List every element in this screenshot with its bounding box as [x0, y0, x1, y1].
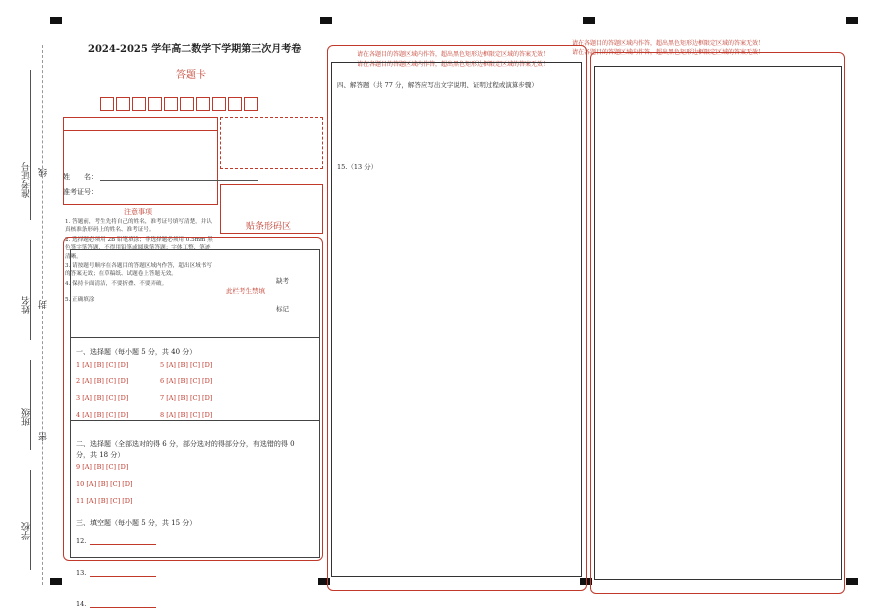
note-item: 4. 保持卡面清洁，不要折叠、不要弄破。: [65, 280, 168, 287]
question-6-options[interactable]: 6 [A] [B] [C] [D]: [160, 377, 213, 385]
side-school-line: [30, 470, 31, 570]
digit-box[interactable]: [244, 97, 258, 111]
absent-text: 此栏考生禁填: [226, 287, 265, 295]
question-2-options[interactable]: 2 [A] [B] [C] [D]: [76, 377, 129, 385]
exam-no-label: 准考证号：: [63, 188, 98, 196]
middle-warning-repeat: 请在各题目的答题区域内作答，超出黑色矩形边框限定区域的答案无效！: [357, 61, 550, 68]
registration-mark: [320, 17, 332, 24]
question-5-options[interactable]: 5 [A] [B] [C] [D]: [160, 361, 213, 369]
page-title: 2024-2025 学年高二数学下学期第三次月考卷: [88, 44, 302, 55]
registration-mark: [50, 17, 62, 24]
side-exam-no-line: [30, 70, 31, 220]
question-11-options[interactable]: 11 [A] [B] [C] [D]: [76, 497, 133, 505]
binding-line: [42, 45, 43, 585]
question-12-label: 12.: [76, 537, 87, 545]
photo-area: [220, 117, 323, 169]
question-1-options[interactable]: 1 [A] [B] [C] [D]: [76, 361, 129, 369]
section3-title: 三、填空题（每小题 5 分，共 15 分）: [76, 519, 197, 527]
digit-box[interactable]: [196, 97, 210, 111]
question-10-options[interactable]: 10 [A] [B] [C] [D]: [76, 480, 133, 488]
digit-box[interactable]: [180, 97, 194, 111]
page-subtitle: 答题卡: [176, 70, 206, 81]
question-7-options[interactable]: 7 [A] [B] [C] [D]: [160, 394, 213, 402]
side-school: 学校: [22, 522, 32, 540]
digit-box[interactable]: [164, 97, 178, 111]
digit-box[interactable]: [132, 97, 146, 111]
right-warning-top: 请在各题目的答题区域内作答，超出黑色矩形边框限定区域的答案无效！: [572, 40, 765, 47]
absent-mark-label: 标记: [276, 305, 289, 313]
side-name: 姓名: [22, 296, 32, 314]
registration-mark: [50, 578, 62, 585]
question-12: [76, 537, 156, 545]
note-item: 1. 答题前，考生先将自己的姓名，准考证号填写清楚，并认真核准条形码上的姓名、准考证号。: [65, 219, 212, 234]
section2-title-line2: 分，共 18 分）: [76, 451, 125, 459]
note-item: 5. 正确填涂: [65, 297, 95, 304]
question-13-label: 13.: [76, 569, 87, 577]
question-14-blank[interactable]: [90, 607, 156, 608]
side-class-line: [30, 360, 31, 450]
right-warning-repeat: 请在各题目的答题区域内作答，超出黑色矩形边框限定区域的答案无效！: [572, 49, 765, 56]
question-15-answer-area[interactable]: [337, 175, 575, 570]
digit-box[interactable]: [228, 97, 242, 111]
notes-title: 注意事项: [124, 208, 152, 216]
question-13: [76, 569, 156, 577]
name-field[interactable]: [100, 180, 258, 181]
side-dense-char: 密: [39, 432, 49, 441]
registration-mark: [846, 578, 858, 585]
registration-mark: [583, 17, 595, 24]
section1-title: 一、选择题（每小题 5 分，共 40 分）: [76, 348, 197, 356]
question-3-options[interactable]: 3 [A] [B] [C] [D]: [76, 394, 129, 402]
absent-label: 缺考: [276, 277, 289, 285]
digit-box[interactable]: [116, 97, 130, 111]
name-label: 姓 名：: [63, 173, 98, 181]
question-12-blank[interactable]: [90, 544, 156, 545]
info-box-header-line: [64, 130, 217, 131]
notes-frame: [70, 249, 320, 337]
barcode-label: 贴条形码区: [246, 222, 292, 232]
registration-mark: [846, 17, 858, 24]
digit-box[interactable]: [100, 97, 114, 111]
exam-number-boxes: [100, 97, 258, 111]
side-name-line: [30, 240, 31, 340]
section4-title: 四、解答题（共 77 分，解答应写出文字说明、证明过程或演算步骤）: [337, 81, 538, 89]
digit-box[interactable]: [148, 97, 162, 111]
question-14-label: 14.: [76, 600, 87, 608]
side-exam-no: 准考证号: [22, 162, 32, 198]
right-answer-frame[interactable]: [594, 66, 842, 580]
question-14: [76, 600, 156, 608]
question-8-options[interactable]: 8 [A] [B] [C] [D]: [160, 411, 213, 419]
middle-warning-top: 请在各题目的答题区域内作答，超出黑色矩形边框限定区域的答案无效！: [357, 51, 550, 58]
digit-box[interactable]: [212, 97, 226, 111]
question-4-options[interactable]: 4 [A] [B] [C] [D]: [76, 411, 129, 419]
side-class: 班级: [22, 408, 32, 426]
note-item: 2. 选择题必须用 2B 铅笔填涂；非选择题必须用 0.5mm 黑色签字笔答题，不得用铅笔或圆珠笔答题；字体工整、笔迹清晰。: [65, 236, 213, 260]
question-13-blank[interactable]: [90, 576, 156, 577]
question-15-label: 15.（13 分）: [337, 163, 378, 171]
side-line-char: 线: [39, 168, 49, 177]
note-item: 3. 请按题号顺序在各题目的答题区域内作答，超出区域书写的答案无效；在草稿纸、试题卷上答题无效。: [65, 263, 212, 278]
question-9-options[interactable]: 9 [A] [B] [C] [D]: [76, 463, 129, 471]
section2-title-line1: 二、选择题（全部选对的得 6 分，部分选对的得部分分，有选错的得 0: [76, 440, 295, 448]
side-seal-char: 封: [39, 300, 49, 309]
